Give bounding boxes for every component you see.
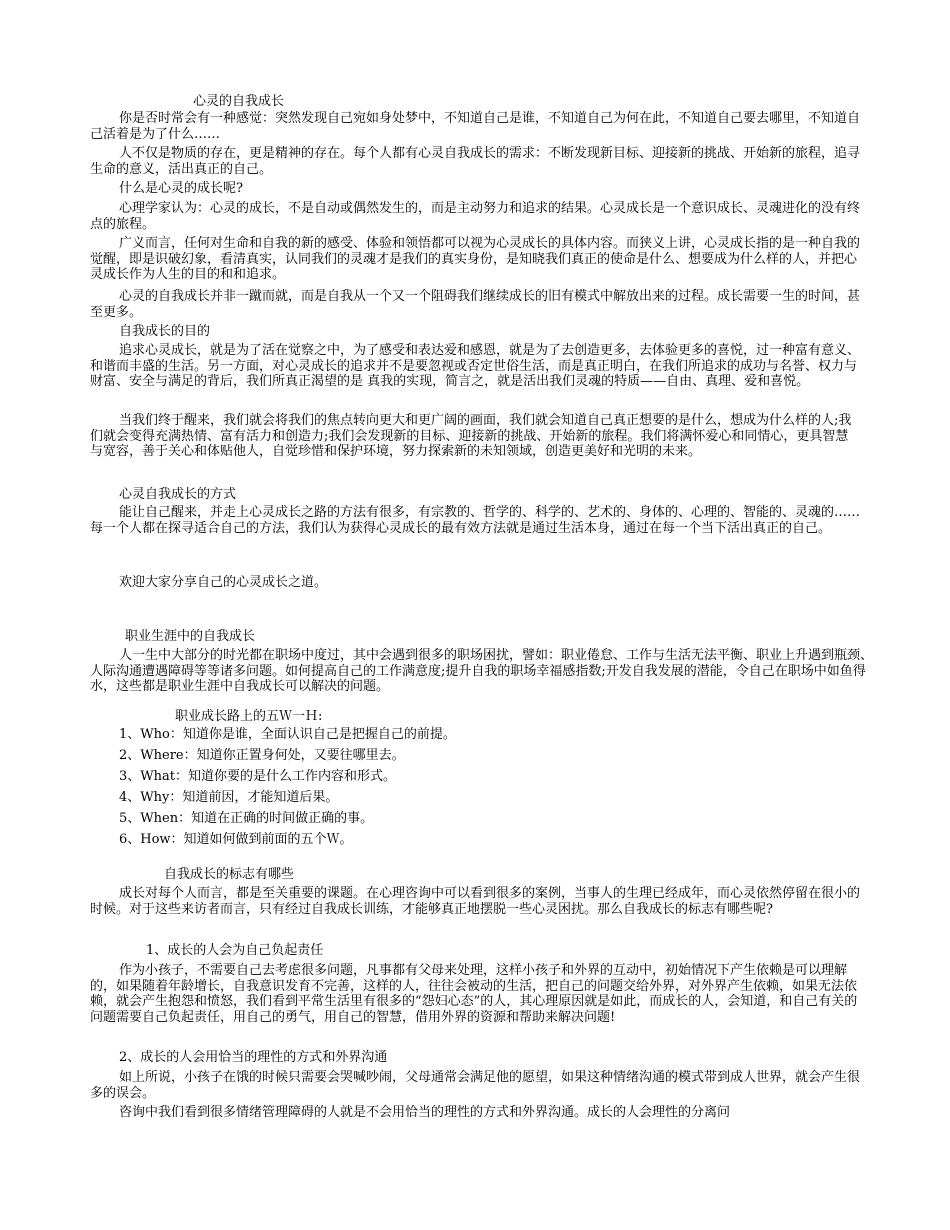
- list-item: 4、Why：知道前因，才能知道后果。: [119, 790, 339, 805]
- closing-line: 欢迎大家分享自己的心灵成长之道。: [119, 575, 328, 590]
- paragraph: 你是否时常会有一种感觉：突然发现自己宛如身处梦中，不知道自己是谁，不知道自己为何在此，不知道自己要去哪里，不知道自己活着是为了什么……: [90, 111, 861, 142]
- section-title-spiritual-growth: 心灵的自我成长: [193, 94, 285, 109]
- paragraph: 咨询中我们看到很多情绪管理障碍的人就是不会用恰当的理性的方式和外界沟通。成长的人会理性的分离问: [119, 1105, 731, 1120]
- subheading: 自我成长的目的: [119, 324, 211, 339]
- list-item: 2、Where：知道你正置身何处，又要往哪里去。: [119, 748, 405, 763]
- paragraph: 当我们终于醒来，我们就会将我们的焦点转向更大和更广阔的画面，我们就会知道自己真正想要的是什么，想成为什么样的人;我们就会变得充满热情、富有活力和创造力;我们会发现新的目标、迎接新的挑战、开始新的旅程。我们将满怀爱心和同情心，更具智慧与宽容，善于关心和体贴他人，自觉珍惜和保护环境，努力探索新的未知领域，创造更美好和光明的未来。: [90, 413, 852, 460]
- paragraph: 广义而言，任何对生命和自我的新的感受、体验和领悟都可以视为心灵成长的具体内容。而狭义上讲，心灵成长指的是一种自我的觉醒，即是识破幻象，看清真实，认同我们的灵魂才是我们的真实身份，是知晓我们真正的使命是什么、想要成为什么样的人，并把心灵成长作为人生的目的和和追求。: [90, 236, 861, 283]
- paragraph: 人不仅是物质的存在，更是精神的存在。每个人都有心灵自我成长的需求：不断发现新目标、迎接新的挑战、开始新的旅程，追寻生命的意义，活出真正的自己。: [90, 146, 861, 177]
- paragraph: 成长对每个人而言，都是至关重要的课题。在心理咨询中可以看到很多的案例，当事人的生理已经成年，而心灵依然停留在很小的时候。对于这些来访者而言，只有经过自我成长训练，才能够真正地摆脱一些心灵困扰。那么自我成长的标志有哪些呢?: [90, 886, 861, 917]
- list-item: 6、How：知道如何做到前面的五个Ｗ。: [119, 832, 353, 847]
- paragraph: 心理学家认为：心灵的成长，不是自动或偶然发生的，而是主动努力和追求的结果。心灵成长是一个意识成长、灵魂进化的没有终点的旅程。: [90, 201, 861, 232]
- subheading: 1、成长的人会为自己负起责任: [146, 943, 324, 958]
- paragraph: 作为小孩子，不需要自己去考虑很多问题，凡事都有父母来处理，这样小孩子和外界的互动中，初始情况下产生依赖是可以理解的，如果随着年龄增长，自我意识发育不完善，这样的人，往往会被动的生活，把自己的问题交给外界，对外界产生依赖，如果无法依赖，就会产生抱怨和愤怒，我们看到平常生活里有很多的“怨妇心态”的人，其心理原因就是如此，而成长的人，会知道，和自己有关的问题需要自己负起责任，用自己的勇气，用自己的智慧，借用外界的资源和帮助来解决问题!: [90, 963, 858, 1025]
- subheading: 什么是心灵的成长呢?: [119, 181, 243, 196]
- list-item: 5、When：知道在正确的时间做正确的事。: [119, 811, 374, 826]
- section-title-growth-signs: 自我成长的标志有哪些: [164, 867, 295, 882]
- paragraph: 追求心灵成长，就是为了活在觉察之中，为了感受和表达爱和感恩，就是为了去创造更多，去体验更多的喜悦，过一种富有意义、和谐而丰盛的生活。另一方面，对心灵成长的追求并不是要忽视或否定世俗生活，而是真正明白，在我们所追求的成功与名誉、权力与财富、安全与满足的背后，我们所真正渴望的是 真我的实现，简言之，就是活出我们灵魂的特质——自由、真理、爱和喜悦。: [90, 343, 861, 390]
- paragraph: 能让自己醒来，并走上心灵成长之路的方法有很多，有宗教的、哲学的、科学的、艺术的、身体的、心理的、智能的、灵魂的……每一个人都在探寻适合自己的方法，我们认为获得心灵成长的最有效方法就是通过生活本身，通过在每一个当下活出真正的自己。: [90, 505, 861, 536]
- list-item: 1、Who：知道你是谁，全面认识自己是把握自己的前提。: [119, 727, 456, 742]
- subheading: 2、成长的人会用恰当的理性的方式和外界沟通: [119, 1050, 388, 1065]
- section-title-career-growth: 职业生涯中的自我成长: [125, 629, 256, 644]
- paragraph: 如上所说，小孩子在饿的时候只需要会哭喊吵闹，父母通常会满足他的愿望，如果这种情绪沟通的模式带到成人世界，就会产生很多的误会。: [90, 1070, 861, 1101]
- paragraph: 心灵的自我成长并非一蹴而就，而是自我从一个又一个阻碍我们继续成长的旧有模式中解放出来的过程。成长需要一生的时间，甚至更多。: [90, 289, 861, 320]
- paragraph: 人一生中大部分的时光都在职场中度过，其中会遇到很多的职场困扰，譬如：职业倦怠、工作与生活无法平衡、职业上升遇到瓶颈、人际沟通遭遇障碍等等诸多问题。如何提高自己的工作满意度;提升自我的职场幸福感指数;开发自我发展的潜能，令自己在职场中如鱼得水，这些都是职业生涯中自我成长可以解决的问题。: [90, 648, 874, 695]
- subheading: 心灵自我成长的方式: [119, 487, 237, 502]
- list-item: 3、What：知道你要的是什么工作内容和形式。: [119, 769, 396, 784]
- subheading: 职业成长路上的五Ｗ一Ｈ:: [175, 709, 323, 724]
